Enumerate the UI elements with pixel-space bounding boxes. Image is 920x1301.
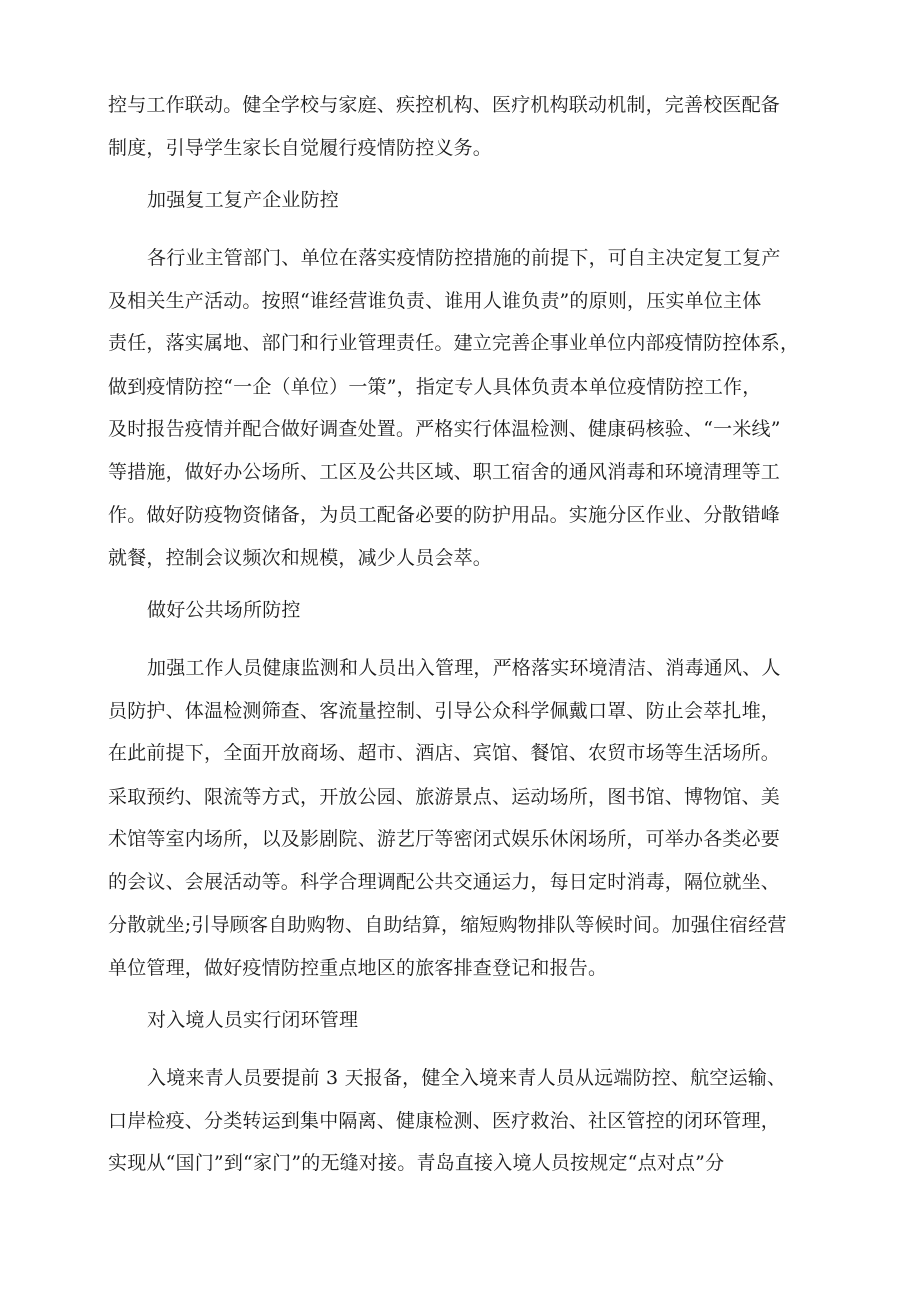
paragraph-line: 制度，引导学生家长自觉履行疫情防控义务。 bbox=[108, 137, 493, 159]
paragraph-line: 各行业主管部门、单位在落实疫情防控措施的前提下，可自主决定复工复产 bbox=[147, 247, 781, 269]
paragraph-line: 加强工作人员健康监测和人员出入管理，严格落实环境清洁、消毒通风、人 bbox=[147, 657, 781, 679]
paragraph-line: 及时报告疫情并配合做好调查处置。严格实行体温检测、健康码核验、“一米线” bbox=[108, 418, 781, 440]
paragraph-line: 做到疫情防控“一企（单位）一策”，指定专人具体负责本单位疫情防控工作， bbox=[108, 376, 762, 398]
paragraph-line: 及相关生产活动。按照“谁经营谁负责、谁用人谁负责”的原则，压实单位主体 bbox=[108, 290, 762, 312]
paragraph-line: 分散就坐;引导顾客自助购物、自助结算，缩短购物排队等候时间。加强住宿经营 bbox=[108, 914, 787, 936]
paragraph-line: 等措施，做好办公场所、工区及公共区域、职工宿舍的通风消毒和环境清理等工 bbox=[108, 461, 781, 483]
paragraph-line: 控与工作联动。健全学校与家庭、疾控机构、医疗机构联动机制，完善校医配备 bbox=[108, 94, 781, 116]
paragraph-line: 员防护、体温检测筛查、客流量控制、引导公众科学佩戴口罩、防止会萃扎堆， bbox=[108, 700, 781, 722]
paragraph-line: 实现从“国门”到“家门”的无缝对接。青岛直接入境人员按规定“点对点”分 bbox=[108, 1152, 725, 1174]
paragraph-line: 作。做好防疫物资储备，为员工配备必要的防护用品。实施分区作业、分散错峰 bbox=[108, 504, 781, 526]
paragraph-line: 术馆等室内场所，以及影剧院、游艺厅等密闭式娱乐休闲场所，可举办各类必要 bbox=[108, 828, 781, 850]
section-heading: 对入境人员实行闭环管理 bbox=[147, 1009, 359, 1031]
paragraph-line: 在此前提下，全面开放商场、超市、酒店、宾馆、餐馆、农贸市场等生活场所。 bbox=[108, 742, 781, 764]
paragraph-line: 就餐，控制会议频次和规模，减少人员会萃。 bbox=[108, 547, 493, 569]
section-heading: 加强复工复产企业防控 bbox=[147, 189, 340, 211]
paragraph-line: 采取预约、限流等方式，开放公园、旅游景点、运动场所，图书馆、博物馆、美 bbox=[108, 786, 781, 808]
section-heading: 做好公共场所防控 bbox=[147, 599, 301, 621]
paragraph-line: 口岸检疫、分类转运到集中隔离、健康检测、医疗救治、社区管控的闭环管理， bbox=[108, 1110, 781, 1132]
paragraph-line: 单位管理，做好疫情防控重点地区的旅客排查登记和报告。 bbox=[108, 957, 608, 979]
paragraph-line: 责任，落实属地、部门和行业管理责任。建立完善企事业单位内部疫情防控体系， bbox=[108, 332, 800, 354]
paragraph-line: 入境来青人员要提前 3 天报备，健全入境来青人员从远端防控、航空运输、 bbox=[147, 1067, 787, 1089]
paragraph-line: 的会议、会展活动等。科学合理调配公共交通运力，每日定时消毒，隔位就坐、 bbox=[108, 871, 781, 893]
